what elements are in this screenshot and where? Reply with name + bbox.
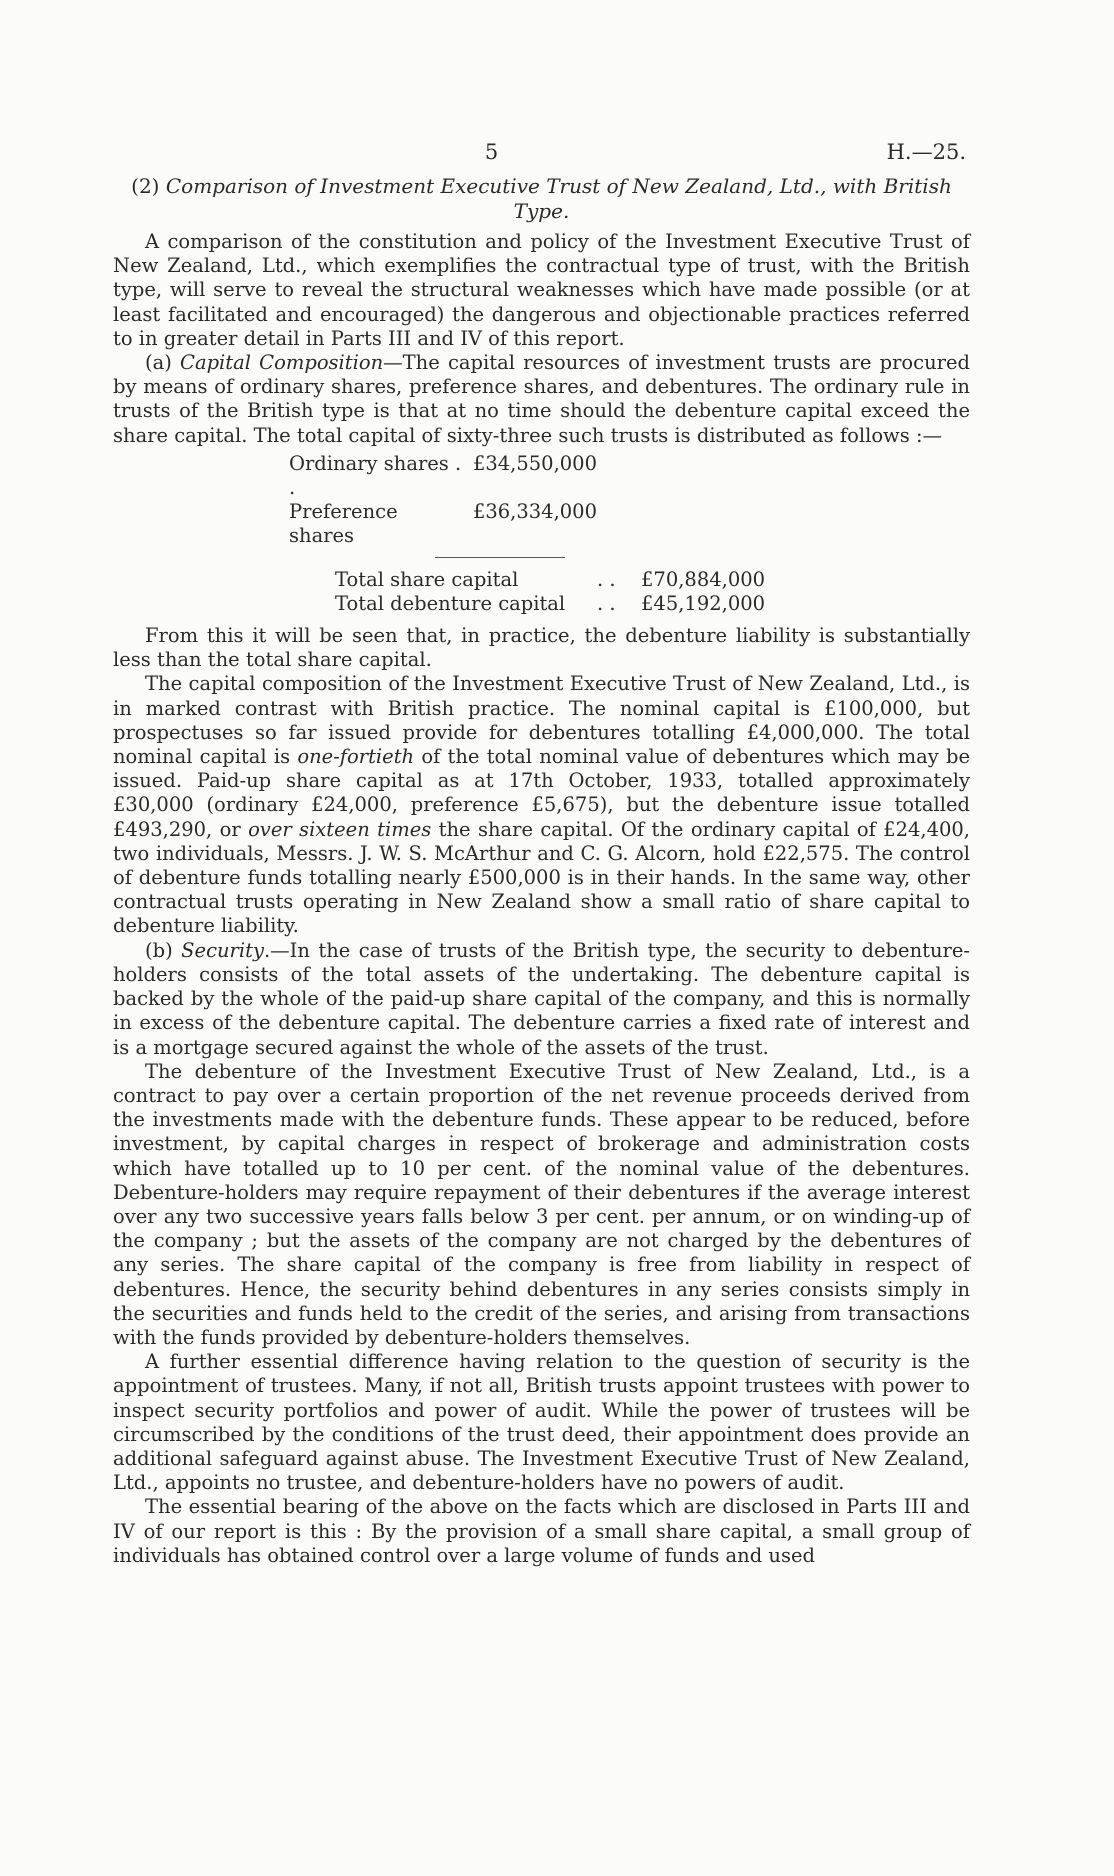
table-row-label: Preference shares bbox=[289, 500, 398, 548]
comparison-text: the share capital. Of the ordinary capital of £24,400, two individuals, Messrs. J. W. S. McArthur and C. G. Alcorn, hold £22,575. The control of debenture funds totalling nearly £500,000 is in their hands. In the same way, other contractual trusts operating in New Zealand show a small ratio of share capital to debenture liability. bbox=[113, 817, 971, 938]
capital-composition-paragraph bbox=[113, 351, 970, 448]
table-row-value: £36,334,000 bbox=[472, 500, 597, 524]
table-row-label: Total debenture capital bbox=[335, 591, 566, 615]
table-row-value: £45,192,000 bbox=[641, 591, 766, 615]
sum-rule-divider bbox=[435, 557, 565, 558]
page-number: 5 bbox=[484, 140, 499, 164]
capital-composition-text: —The capital resources of investment trusts are procured by means of ordinary shares, preference shares, and debentures. The ordinary rule in trusts of the British type is that at no time should the debenture capital exceed the share capital. The total capital of sixty-three such trusts is distributed as follows :— bbox=[113, 351, 970, 447]
table-row-value: £34,550,000 bbox=[472, 451, 597, 475]
comparison-paragraph bbox=[113, 672, 970, 938]
section-title: Comparison of Investment Executive Trust of New Zealand, Ltd., with British Type. bbox=[165, 174, 952, 223]
debenture-paragraph: The debenture of the Investment Executive Trust of New Zealand, Ltd., is a contract to pay over a certain proportion of the net revenue proceeds derived from the investments made with the debenture funds. These appear to be reduced, before investment, by capital charges in respect of brokerage and administration costs which have totalled up to 10 per cent. of the nominal value of the debentures. Debenture-holders may require repayment of their debentures if the average interest over any two successive years falls below 3 per cent. per annum, or on winding-up of the company ; but the assets of the company are not charged by the debentures of any series. The share capital of the company is free from liability in respect of debentures. Hence, the security behind debentures in any series consists simply in the securities and funds held to the credit of the series, and arising from transactions with the funds provided by debenture-holders themselves. bbox=[113, 1059, 970, 1349]
table-row-leader: . . bbox=[597, 567, 616, 591]
comparison-text: of the total nominal value of debentures which may be issued. Paid-up share capital as at 17th October, 1933, totalled approximately £30,000 (ordinary £24,000, preference £5,675), but the debenture issue totalled £493,290, or bbox=[113, 745, 970, 841]
comparison-text: The capital composition of the Investment Executive Trust of New Zealand, Ltd., is in marked contrast with British practice. The nominal capital is £100,000, but prospectuses so far issued provide for debentures totalling £4,000,000. The total nominal capital is bbox=[113, 672, 970, 769]
intro-paragraph: A comparison of the constitution and policy of the Investment Executive Trust of New Zealand, Ltd., which exemplifies the contractual type of trust, with the British type, will serve to reveal the structural weaknesses which have made possible (or at least facilitated and encouraged) the dangerous and objectionable practices referred to in greater detail in Parts III and IV of this report. bbox=[113, 230, 970, 350]
subsection-marker-b: (b) bbox=[145, 938, 173, 962]
table-row-value: £70,884,000 bbox=[641, 567, 766, 591]
table-row-leader: . . bbox=[597, 591, 616, 615]
emphasis-text: over sixteen times bbox=[248, 817, 432, 841]
security-title: Security bbox=[181, 938, 264, 962]
document-page bbox=[113, 140, 970, 1568]
final-paragraph: The essential bearing of the above on the facts which are disclosed in Parts III and IV of our report is this : By the provision of a small share capital, a small group of individuals has obtained control over a large volume of funds and used bbox=[113, 1495, 970, 1567]
after-table-paragraph: From this it will be seen that, in practice, the debenture liability is substantially less than the total share capital. bbox=[113, 624, 970, 672]
capital-totals-table bbox=[335, 568, 970, 616]
table-row bbox=[335, 592, 970, 616]
share-capital-table bbox=[289, 452, 970, 549]
table-row-label: Total share capital bbox=[335, 567, 519, 591]
trustees-paragraph: A further essential difference having relation to the question of security is the appointment of trustees. Many, if not all, British trusts appoint trustees with power to inspect security portfolios and power of audit. While the power of trustees will be circumscribed by the conditions of the trust deed, their appointment does provide an additional safeguard against abuse. The Investment Executive Trust of New Zealand, Ltd., appoints no trustee, and debenture-holders have no powers of audit. bbox=[113, 1350, 970, 1495]
emphasis-text: one-fortieth bbox=[297, 745, 415, 769]
page-header bbox=[113, 140, 970, 174]
capital-composition-title: Capital Composition bbox=[180, 351, 384, 375]
table-row bbox=[289, 452, 970, 500]
section-heading bbox=[113, 174, 970, 224]
table-row bbox=[335, 568, 970, 592]
document-reference: H.—25. bbox=[886, 140, 966, 164]
table-row-label: Ordinary shares . . bbox=[289, 451, 462, 500]
subsection-marker-a: (a) bbox=[145, 351, 172, 375]
table-row bbox=[289, 500, 970, 548]
security-text: .—In the case of trusts of the British type, the security to debenture-holders consists of the total assets of the undertaking. The debenture capital is backed by the whole of the paid-up share capital of the company, and this is normally in excess of the debenture capital. The debenture carries a fixed rate of interest and is a mortgage secured against the whole of the assets of the trust. bbox=[113, 938, 970, 1059]
section-number: (2) bbox=[131, 174, 160, 198]
security-paragraph bbox=[113, 939, 970, 1060]
